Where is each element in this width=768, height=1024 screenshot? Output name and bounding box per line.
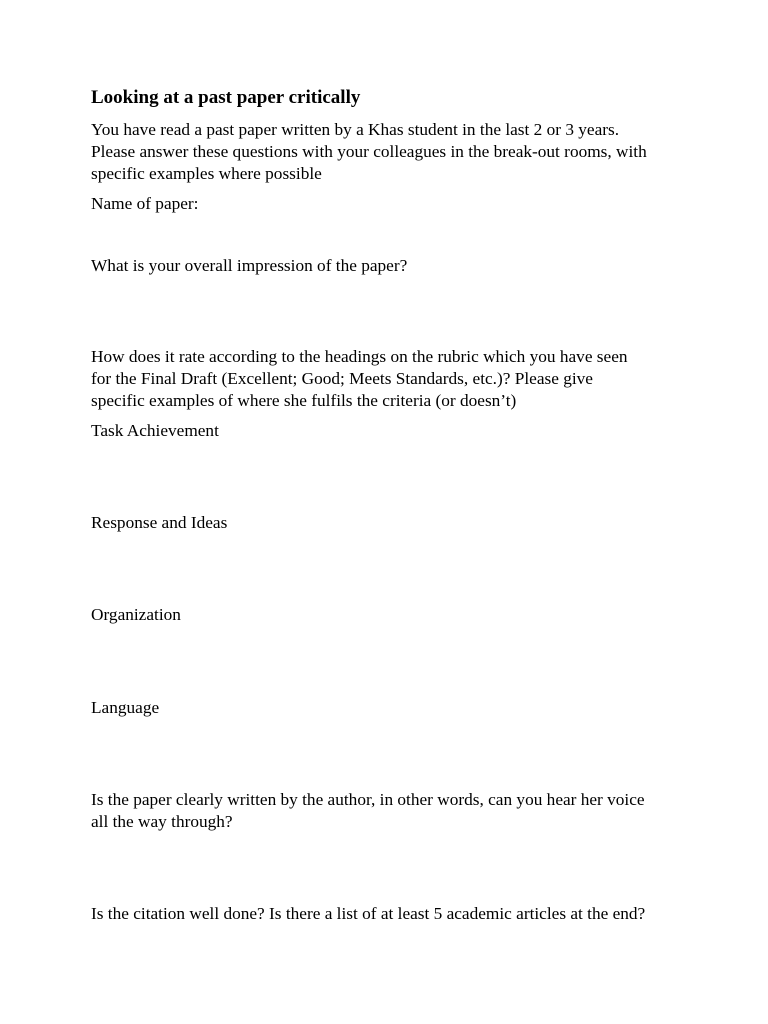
heading-organization: Organization — [91, 605, 181, 624]
intro-line-3: specific examples where possible — [91, 164, 322, 183]
rubric-question-line-1: How does it rate according to the headings on the rubric which you have seen — [91, 347, 628, 366]
rubric-question-line-3: specific examples of where she fulfils the criteria (or doesn’t) — [91, 391, 517, 410]
heading-response-and-ideas: Response and Ideas — [91, 513, 228, 532]
intro-line-1: You have read a past paper written by a Khas student in the last 2 or 3 years. — [91, 120, 620, 139]
page-title: Looking at a past paper critically — [91, 87, 361, 108]
intro-line-2: Please answer these questions with your colleagues in the break-out rooms, with — [91, 142, 647, 161]
overall-impression-question: What is your overall impression of the paper? — [91, 256, 408, 275]
citation-question: Is the citation well done? Is there a list of at least 5 academic articles at the end? — [91, 904, 646, 923]
heading-language: Language — [91, 698, 160, 717]
rubric-question-line-2: for the Final Draft (Excellent; Good; Meets Standards, etc.)? Please give — [91, 369, 593, 388]
heading-task-achievement: Task Achievement — [91, 421, 219, 440]
voice-question-line-2: all the way through? — [91, 812, 233, 831]
name-of-paper-prompt: Name of paper: — [91, 194, 199, 213]
voice-question-line-1: Is the paper clearly written by the author, in other words, can you hear her voice — [91, 790, 645, 809]
